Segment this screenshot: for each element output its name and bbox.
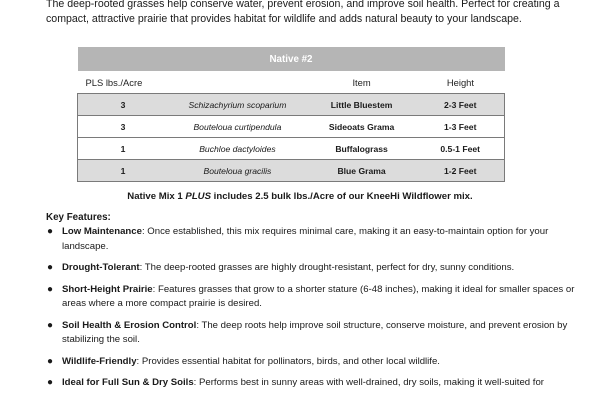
table-row (78, 138, 505, 160)
cell-pls: 3 (78, 116, 169, 138)
header-height: Height (446, 76, 475, 88)
seed-mix-table-container (77, 47, 505, 182)
list-item (46, 319, 586, 348)
table-header-row (78, 71, 505, 94)
feature-text: : Performs best in sunny areas with well-drained, dry soils, making it well-suited for (193, 377, 544, 388)
cell-scientific-name: Bouteloua gracilis (168, 160, 307, 182)
cell-item: Blue Grama (307, 160, 417, 182)
table-row (78, 160, 505, 182)
feature-name: Ideal for Full Sun & Dry Soils (62, 377, 194, 388)
cell-item: Little Bluestem (307, 94, 417, 116)
header-pls: PLS lbs./Acre (85, 76, 143, 88)
feature-name: Low Maintenance (62, 226, 142, 237)
cell-pls: 3 (78, 94, 169, 116)
key-features-list (46, 225, 586, 398)
cell-item: Buffalograss (307, 138, 417, 160)
bullet-icon: ● (47, 319, 54, 331)
bullet-icon: ● (47, 226, 54, 237)
feature-name: Short-Height Prairie (62, 283, 153, 295)
mix-note (0, 191, 600, 202)
table-title: Native #2 (78, 47, 505, 71)
header-scientific (168, 71, 307, 94)
cell-pls: 1 (78, 160, 169, 182)
mix-note-end: includes 2.5 bulk lbs./Acre of our KneeHi Wildflower mix. (211, 191, 473, 202)
cell-height: 1-2 Feet (416, 160, 504, 182)
bullet-icon: ● (47, 377, 54, 388)
feature-name: Drought-Tolerant (62, 262, 140, 273)
cell-item: Sideoats Grama (307, 116, 417, 138)
list-item (46, 261, 586, 276)
mix-note-start: Native Mix 1 (127, 191, 186, 202)
table-row (78, 116, 505, 138)
cell-scientific-name: Buchloe dactyloides (168, 138, 307, 160)
feature-text: : Features grasses that grow to a shorter stature (6-48 inches), making it ideal for smaller spaces or areas where a more compact prairie is desired. (62, 283, 575, 309)
cell-height: 2-3 Feet (416, 94, 504, 116)
bullet-icon: ● (47, 355, 54, 367)
cell-scientific-name: Schizachyrium scoparium (168, 94, 307, 116)
feature-text: : The deep-rooted grasses are highly drought-resistant, perfect for dry, sunny conditions. (139, 262, 515, 273)
bullet-icon: ● (47, 262, 54, 273)
feature-name: Soil Health & Erosion Control (62, 319, 197, 331)
feature-text: : Once established, this mix requires minimal care, making it an easy-to-maintain option for your landscape. (62, 226, 549, 252)
mix-note-plus: PLUS (185, 191, 212, 202)
cell-pls: 1 (78, 138, 169, 160)
feature-text: : The deep roots help improve soil structure, conserve moisture, and prevent erosion by stabilizing the soil. (62, 319, 568, 345)
intro-paragraph: The deep-rooted grasses help conserve water, prevent erosion, and improve soil health. Perfect for creating a compact, attractive prairie that provides habitat for wildlife and adds natural beauty to your landscape. (46, 0, 560, 25)
feature-text: : Provides essential habitat for pollinators, birds, and other local wildlife. (136, 355, 440, 367)
list-item (46, 225, 586, 254)
bullet-icon: ● (47, 283, 54, 295)
key-features-heading: Key Features: (46, 212, 111, 223)
seed-mix-table (77, 47, 505, 182)
list-item (46, 283, 586, 312)
header-item: Item (352, 76, 371, 88)
list-item (46, 355, 586, 370)
list-item (46, 376, 586, 391)
cell-height: 0.5-1 Feet (416, 138, 504, 160)
cell-scientific-name: Bouteloua curtipendula (168, 116, 307, 138)
cell-height: 1-3 Feet (416, 116, 504, 138)
feature-name: Wildlife-Friendly (62, 355, 137, 367)
table-row (78, 94, 505, 116)
